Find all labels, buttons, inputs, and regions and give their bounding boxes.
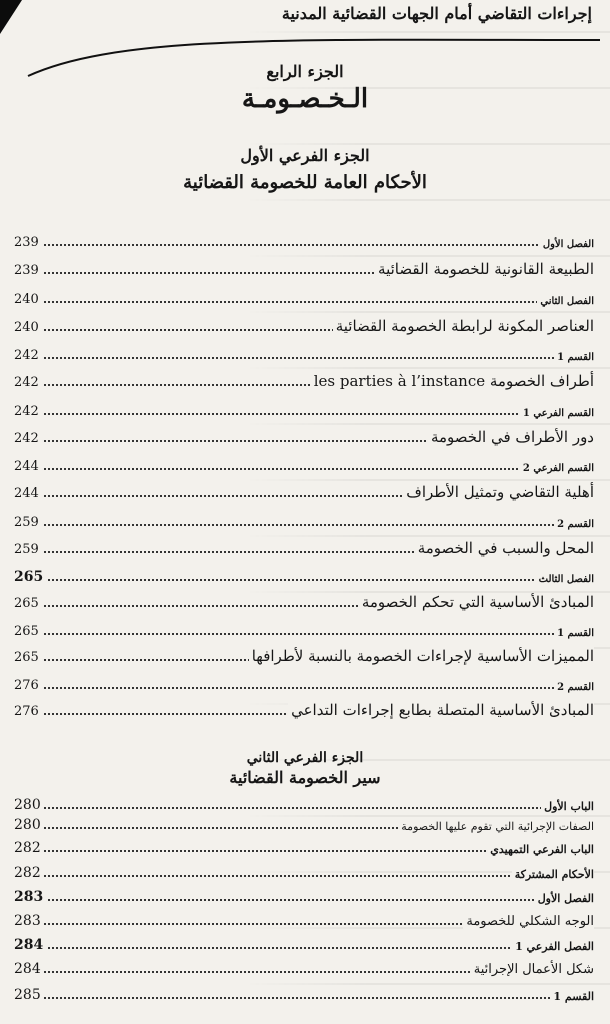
toc-row: المميزات الأساسية لإجراءات الخصومة بالنسبة لأطرافها 265 [14, 647, 594, 665]
toc-row: المبادئ الأساسية المتصلة بطابع إجراءات التداعي 276 [14, 701, 594, 719]
toc-row: العناصر المكونة لرابطة الخصومة القضائية 240 [14, 317, 594, 335]
toc-row: أهلية التقاضي وتمثيل الأطراف 244 [14, 483, 594, 501]
toc-row: الأحكام المشتركة 282 [14, 865, 594, 881]
subpart2-label: الجزء الفرعي الثاني [246, 750, 364, 766]
subpart2-title: سير الخصومة القضائية [229, 768, 381, 787]
toc-row: الطبيعة القانونية للخصومة القضائية 239 [14, 260, 594, 278]
toc-row: دور الأطراف في الخصومة 242 [14, 428, 594, 446]
subpart1-label: الجزء الفرعي الأول [240, 146, 370, 165]
toc-row: القسم 2 259 [14, 515, 594, 530]
toc-row: أطراف الخصومة les parties à l’instance 242 [14, 372, 594, 390]
toc-row: القسم الفرعي 2 244 [14, 459, 594, 474]
toc-row: القسم 2 276 [14, 678, 594, 693]
toc-row: شكل الأعمال الإجرائية 284 [14, 961, 594, 977]
part-title: الـخـصـومـة [241, 84, 369, 114]
toc-row: المبادئ الأساسية التي تحكم الخصومة 265 [14, 593, 594, 611]
toc-row: الفصل الأول 239 [14, 235, 594, 250]
toc-row: الباب الأول 280 [14, 797, 594, 813]
part-label: الجزء الرابع [266, 62, 344, 81]
toc-row: الفصل الفرعي 1 284 [14, 937, 594, 953]
toc-row: الفصل الثاني 240 [14, 292, 594, 307]
toc-row: المحل والسبب في الخصومة 259 [14, 539, 594, 557]
toc-row: الفصل الثالث 265 [14, 569, 594, 585]
running-header: إجراءات التقاضي أمام الجهات القضائية المدنية [281, 4, 592, 23]
toc-row: القسم 1 265 [14, 624, 594, 639]
toc-row: الصفات الإجرائية التي تقوم عليها الخصومة 280 [14, 817, 594, 833]
toc-row: القسم الفرعي 1 242 [14, 404, 594, 419]
toc-row: الوجه الشكلي للخصومة 283 [14, 913, 594, 929]
toc-row: القسم 1 285 [14, 987, 594, 1003]
toc-row: الفصل الأول 283 [14, 889, 594, 905]
toc-row: القسم 1 242 [14, 348, 594, 363]
toc-row: الباب الفرعي التمهيدي 282 [14, 840, 594, 856]
subpart1-title: الأحكام العامة للخصومة القضائية [183, 172, 427, 193]
